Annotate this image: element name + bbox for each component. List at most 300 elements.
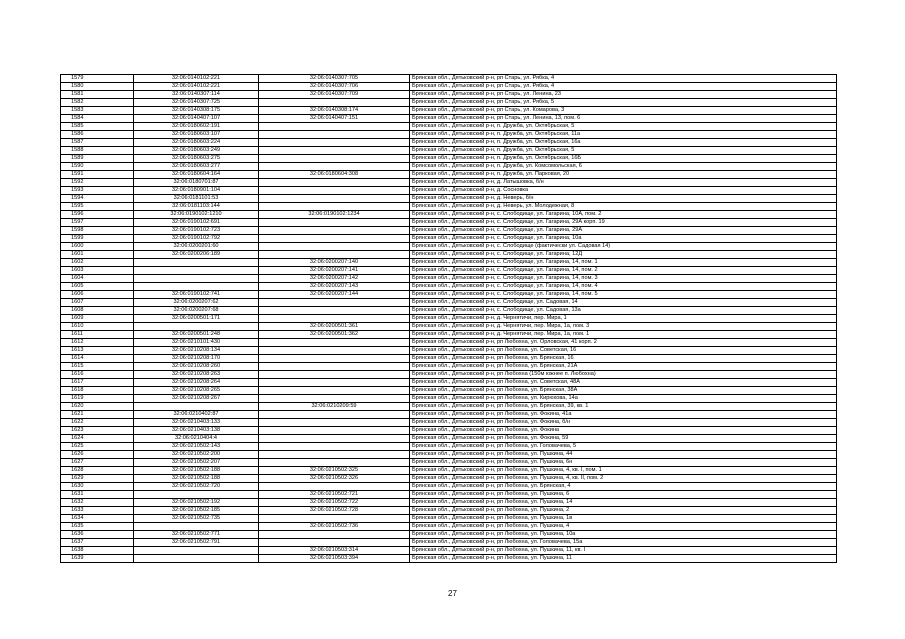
table-row <box>61 347 837 355</box>
table-row <box>61 107 837 115</box>
table-row <box>61 523 837 531</box>
object-number-cell: 32:06:0210502:736 <box>259 523 410 531</box>
parcel-number-cell <box>134 555 259 563</box>
address-cell: Брянская обл., Дятьковский р-н, рп Любохна, ул. Советская, 48А <box>410 379 837 387</box>
row-number-cell: 1615 <box>61 363 134 371</box>
address-cell: Брянская обл., Дятьковский р-н, рп Любохна, ул. Брянская, 21А <box>410 363 837 371</box>
parcel-number-cell: 32:06:0210502:200 <box>134 451 259 459</box>
row-number-cell: 1581 <box>61 91 134 99</box>
address-cell: Брянская обл., Дятьковский р-н, с. Слободище, ул. Гагарина, 12Д <box>410 251 837 259</box>
row-number-cell: 1588 <box>61 147 134 155</box>
parcel-number-cell: 32:06:0210502:188 <box>134 467 259 475</box>
parcel-number-cell: 32:06:0180603:277 <box>134 163 259 171</box>
address-cell: Брянская обл., Дятьковский р-н, с. Слободище, ул. Гагарина, 29А корп. 19 <box>410 219 837 227</box>
table-row <box>61 251 837 259</box>
table-row <box>61 123 837 131</box>
address-cell: Брянская обл., Дятьковский р-н, п. Дружба, ул. Октябрьская, 16а <box>410 139 837 147</box>
address-cell: Брянская обл., Дятьковский р-н, п. Дружба, ул. Октябрьская, 11а <box>410 131 837 139</box>
row-number-cell: 1599 <box>61 235 134 243</box>
address-cell: Брянская обл., Дятьковский р-н, рп Старь, ул. Рябка, 4 <box>410 83 837 91</box>
table-row <box>61 139 837 147</box>
row-number-cell: 1579 <box>61 75 134 83</box>
address-cell: Брянская обл., Дятьковский р-н, д. Неверь, б/н <box>410 195 837 203</box>
address-cell: Брянская обл., Дятьковский р-н, рп Любохна, ул. Пушкина, 44 <box>410 451 837 459</box>
object-number-cell <box>259 203 410 211</box>
object-number-cell: 32:06:0210502:721 <box>259 491 410 499</box>
row-number-cell: 1623 <box>61 427 134 435</box>
address-cell: Брянская обл., Дятьковский р-н, с. Слободище, ул. Гагарина, 29А <box>410 227 837 235</box>
parcel-number-cell: 32:06:0190102:691 <box>134 219 259 227</box>
registry-table <box>60 74 837 563</box>
parcel-number-cell: 32:06:0140307:114 <box>134 91 259 99</box>
row-number-cell: 1597 <box>61 219 134 227</box>
parcel-number-cell: 32:06:0180701:87 <box>134 179 259 187</box>
parcel-number-cell: 32:06:0140407:107 <box>134 115 259 123</box>
object-number-cell <box>259 371 410 379</box>
table-row <box>61 459 837 467</box>
parcel-number-cell: 32:06:0210502:192 <box>134 499 259 507</box>
table-row <box>61 427 837 435</box>
object-number-cell <box>259 99 410 107</box>
table-row <box>61 331 837 339</box>
row-number-cell: 1589 <box>61 155 134 163</box>
parcel-number-cell: 32:06:0140102:221 <box>134 83 259 91</box>
table-row <box>61 371 837 379</box>
object-number-cell <box>259 139 410 147</box>
row-number-cell: 1630 <box>61 483 134 491</box>
object-number-cell <box>259 451 410 459</box>
address-cell: Брянская обл., Дятьковский р-н, рп Любохна, ул. Брянская, 39, кв. 1 <box>410 403 837 411</box>
parcel-number-cell: 32:06:0210403:133 <box>134 419 259 427</box>
parcel-number-cell <box>134 323 259 331</box>
object-number-cell <box>259 195 410 203</box>
table-row <box>61 515 837 523</box>
parcel-number-cell: 32:06:0140307:725 <box>134 99 259 107</box>
parcel-number-cell: 32:06:0180603:275 <box>134 155 259 163</box>
object-number-cell: 32:06:0210502:722 <box>259 499 410 507</box>
row-number-cell: 1596 <box>61 211 134 219</box>
object-number-cell <box>259 299 410 307</box>
row-number-cell: 1611 <box>61 331 134 339</box>
row-number-cell: 1624 <box>61 435 134 443</box>
row-number-cell: 1580 <box>61 83 134 91</box>
object-number-cell: 32:06:0200207:143 <box>259 283 410 291</box>
parcel-number-cell: 32:06:0210403:138 <box>134 427 259 435</box>
object-number-cell <box>259 411 410 419</box>
parcel-number-cell <box>134 259 259 267</box>
parcel-number-cell: 32:06:0210502:143 <box>134 443 259 451</box>
table-row <box>61 219 837 227</box>
row-number-cell: 1631 <box>61 491 134 499</box>
object-number-cell <box>259 219 410 227</box>
table-row <box>61 203 837 211</box>
table-row <box>61 539 837 547</box>
parcel-number-cell: 32:06:0210101:430 <box>134 339 259 347</box>
row-number-cell: 1587 <box>61 139 134 147</box>
object-number-cell <box>259 163 410 171</box>
table-row <box>61 211 837 219</box>
address-cell: Брянская обл., Дятьковский р-н, с. Слободище, ул. Гагарина, 10а <box>410 235 837 243</box>
parcel-number-cell <box>134 491 259 499</box>
table-row <box>61 379 837 387</box>
address-cell: Брянская обл., Дятьковский р-н, рп Старь, ул. Ленина, 13, пом. 6 <box>410 115 837 123</box>
address-cell: Брянская обл., Дятьковский р-н, д. Чернятичи, пер. Мира, 1а, пом. 3 <box>410 323 837 331</box>
parcel-number-cell: 32:06:0210208:134 <box>134 347 259 355</box>
address-cell: Брянская обл., Дятьковский р-н, с. Слободище, ул. Гагарина, 10А, пом. 2 <box>410 211 837 219</box>
object-number-cell <box>259 179 410 187</box>
table-row <box>61 163 837 171</box>
object-number-cell <box>259 243 410 251</box>
row-number-cell: 1591 <box>61 171 134 179</box>
parcel-number-cell: 32:06:0181103:144 <box>134 203 259 211</box>
row-number-cell: 1629 <box>61 475 134 483</box>
row-number-cell: 1584 <box>61 115 134 123</box>
row-number-cell: 1602 <box>61 259 134 267</box>
object-number-cell: 32:06:0180604:308 <box>259 171 410 179</box>
address-cell: Брянская обл., Дятьковский р-н, рп Старь, ул. Рябка, 4 <box>410 75 837 83</box>
parcel-number-cell: 32:06:0210402:87 <box>134 411 259 419</box>
address-cell: Брянская обл., Дятьковский р-н, рп Любохна, ул. Пушкина, 14 <box>410 499 837 507</box>
address-cell: Брянская обл., Дятьковский р-н, рп Любохна, ул. Фокина, 59 <box>410 435 837 443</box>
address-cell: Брянская обл., Дятьковский р-н, рп Любохна, ул. Фокина <box>410 427 837 435</box>
registry-table-body <box>61 75 837 563</box>
address-cell: Брянская обл., Дятьковский р-н, рп Любохна, ул. Брянская, 4 <box>410 483 837 491</box>
parcel-number-cell <box>134 403 259 411</box>
parcel-number-cell: 32:06:0210502:188 <box>134 475 259 483</box>
address-cell: Брянская обл., Дятьковский р-н, рп Старь, ул. Комарова, 3 <box>410 107 837 115</box>
address-cell: Брянская обл., Дятьковский р-н, рп Любохна, ул. Пушкина, 4, кв. II, пом. 2 <box>410 475 837 483</box>
row-number-cell: 1637 <box>61 539 134 547</box>
object-number-cell <box>259 307 410 315</box>
address-cell: Брянская обл., Дятьковский р-н, п. Дружба, ул. Комсомольская, 6 <box>410 163 837 171</box>
table-row <box>61 363 837 371</box>
table-row <box>61 131 837 139</box>
object-number-cell <box>259 227 410 235</box>
table-row <box>61 227 837 235</box>
address-cell: Брянская обл., Дятьковский р-н, с. Слободище, ул. Гагарина, 14, пом. 1 <box>410 259 837 267</box>
table-row <box>61 323 837 331</box>
row-number-cell: 1618 <box>61 387 134 395</box>
parcel-number-cell: 32:06:0190102:723 <box>134 227 259 235</box>
row-number-cell: 1626 <box>61 451 134 459</box>
object-number-cell: 32:06:0210503:394 <box>259 555 410 563</box>
row-number-cell: 1604 <box>61 275 134 283</box>
object-number-cell <box>259 515 410 523</box>
row-number-cell: 1628 <box>61 467 134 475</box>
parcel-number-cell: 32:06:0200207:62 <box>134 299 259 307</box>
table-row <box>61 155 837 163</box>
row-number-cell: 1586 <box>61 131 134 139</box>
object-number-cell: 32:06:0140307:705 <box>259 75 410 83</box>
row-number-cell: 1594 <box>61 195 134 203</box>
address-cell: Брянская обл., Дятьковский р-н, рп Старь, ул. Рябка, 5 <box>410 99 837 107</box>
row-number-cell: 1592 <box>61 179 134 187</box>
table-row <box>61 299 837 307</box>
parcel-number-cell: 32:06:0210208:264 <box>134 379 259 387</box>
object-number-cell <box>259 435 410 443</box>
object-number-cell: 32:06:0190102:1234 <box>259 211 410 219</box>
object-number-cell: 32:06:0200207:144 <box>259 291 410 299</box>
object-number-cell <box>259 339 410 347</box>
address-cell: Брянская обл., Дятьковский р-н, рп Любохна, ул. Советская, 16 <box>410 347 837 355</box>
row-number-cell: 1582 <box>61 99 134 107</box>
row-number-cell: 1616 <box>61 371 134 379</box>
row-number-cell: 1601 <box>61 251 134 259</box>
parcel-number-cell: 32:06:0210208:267 <box>134 395 259 403</box>
parcel-number-cell: 32:06:0180603:224 <box>134 139 259 147</box>
table-row <box>61 315 837 323</box>
address-cell: Брянская обл., Дятьковский р-н, рп Любохна, ул. Брянская, 16 <box>410 355 837 363</box>
table-row <box>61 259 837 267</box>
table-row <box>61 75 837 83</box>
table-row <box>61 395 837 403</box>
object-number-cell: 32:06:0140307:706 <box>259 83 410 91</box>
parcel-number-cell: 32:06:0210208:265 <box>134 387 259 395</box>
row-number-cell: 1612 <box>61 339 134 347</box>
table-row <box>61 179 837 187</box>
row-number-cell: 1627 <box>61 459 134 467</box>
table-row <box>61 99 837 107</box>
address-cell: Брянская обл., Дятьковский р-н, рп Любохна, ул. Пушкина, 2 <box>410 507 837 515</box>
parcel-number-cell: 32:06:0210208:263 <box>134 371 259 379</box>
table-row <box>61 419 837 427</box>
parcel-number-cell: 32:06:0210502:185 <box>134 507 259 515</box>
row-number-cell: 1583 <box>61 107 134 115</box>
row-number-cell: 1632 <box>61 499 134 507</box>
row-number-cell: 1620 <box>61 403 134 411</box>
table-row <box>61 451 837 459</box>
address-cell: Брянская обл., Дятьковский р-н, рп Любохна, ул. Головачева, 5 <box>410 443 837 451</box>
address-cell: Брянская обл., Дятьковский р-н, рп Любохна, ул. Пушкина, 4 <box>410 523 837 531</box>
table-row <box>61 83 837 91</box>
table-row <box>61 235 837 243</box>
page-number: 27 <box>448 589 457 598</box>
address-cell: Брянская обл., Дятьковский р-н, д. Латышовка, б/н <box>410 179 837 187</box>
object-number-cell <box>259 235 410 243</box>
row-number-cell: 1600 <box>61 243 134 251</box>
row-number-cell: 1638 <box>61 547 134 555</box>
table-row <box>61 187 837 195</box>
object-number-cell <box>259 531 410 539</box>
address-cell: Брянская обл., Дятьковский р-н, д. Сосновка <box>410 187 837 195</box>
row-number-cell: 1613 <box>61 347 134 355</box>
address-cell: Брянская обл., Дятьковский р-н, рп Любохна, ул. Орловская, 41 корп. 2 <box>410 339 837 347</box>
row-number-cell: 1633 <box>61 507 134 515</box>
parcel-number-cell: 32:06:0180603:249 <box>134 147 259 155</box>
address-cell: Брянская обл., Дятьковский р-н, рп Любохна, ул. Фокина, 41а <box>410 411 837 419</box>
parcel-number-cell: 32:06:0180901:104 <box>134 187 259 195</box>
parcel-number-cell: 32:06:0210502:771 <box>134 531 259 539</box>
object-number-cell <box>259 539 410 547</box>
table-row <box>61 411 837 419</box>
row-number-cell: 1595 <box>61 203 134 211</box>
table-row <box>61 195 837 203</box>
object-number-cell <box>259 363 410 371</box>
row-number-cell: 1614 <box>61 355 134 363</box>
row-number-cell: 1617 <box>61 379 134 387</box>
object-number-cell <box>259 187 410 195</box>
row-number-cell: 1607 <box>61 299 134 307</box>
table-row <box>61 275 837 283</box>
row-number-cell: 1635 <box>61 523 134 531</box>
parcel-number-cell: 32:06:0180604:164 <box>134 171 259 179</box>
address-cell: Брянская обл., Дятьковский р-н, рп Старь, ул. Ленина, 23 <box>410 91 837 99</box>
table-row <box>61 91 837 99</box>
parcel-number-cell: 32:06:0140308:175 <box>134 107 259 115</box>
row-number-cell: 1621 <box>61 411 134 419</box>
address-cell: Брянская обл., Дятьковский р-н, с. Слободище, ул. Садовая, 13а <box>410 307 837 315</box>
object-number-cell <box>259 443 410 451</box>
table-row <box>61 467 837 475</box>
parcel-number-cell <box>134 523 259 531</box>
row-number-cell: 1603 <box>61 267 134 275</box>
parcel-number-cell: 32:06:0180603:107 <box>134 131 259 139</box>
table-row <box>61 171 837 179</box>
parcel-number-cell <box>134 267 259 275</box>
object-number-cell <box>259 459 410 467</box>
address-cell: Брянская обл., Дятьковский р-н, д. Чернятичи, пер. Мира, 1 <box>410 315 837 323</box>
address-cell: Брянская обл., Дятьковский р-н, рп Любохна, ул. Кирюхова, 14а <box>410 395 837 403</box>
parcel-number-cell: 32:06:0210502:720 <box>134 483 259 491</box>
parcel-number-cell: 32:06:0200501:248 <box>134 331 259 339</box>
row-number-cell: 1606 <box>61 291 134 299</box>
address-cell: Брянская обл., Дятьковский р-н, с. Слободище, ул. Гагарина, 14, пом. 5 <box>410 291 837 299</box>
table-row <box>61 547 837 555</box>
parcel-number-cell <box>134 283 259 291</box>
parcel-number-cell: 32:06:0210502:735 <box>134 515 259 523</box>
parcel-number-cell <box>134 547 259 555</box>
address-cell: Брянская обл., Дятьковский р-н, с. Слободище, ул. Гагарина, 14, пом. 3 <box>410 275 837 283</box>
object-number-cell: 32:06:0200207:140 <box>259 259 410 267</box>
row-number-cell: 1609 <box>61 315 134 323</box>
object-number-cell <box>259 131 410 139</box>
table-row <box>61 435 837 443</box>
object-number-cell <box>259 147 410 155</box>
object-number-cell <box>259 155 410 163</box>
address-cell: Брянская обл., Дятьковский р-н, рп Любохна, ул. Пушкина, 1в <box>410 515 837 523</box>
table-row <box>61 507 837 515</box>
parcel-number-cell: 32:06:0140102:221 <box>134 75 259 83</box>
row-number-cell: 1639 <box>61 555 134 563</box>
parcel-number-cell: 32:06:0190102:741 <box>134 291 259 299</box>
object-number-cell <box>259 419 410 427</box>
table-row <box>61 491 837 499</box>
table-row <box>61 387 837 395</box>
object-number-cell: 32:06:0200207:142 <box>259 275 410 283</box>
object-number-cell <box>259 355 410 363</box>
row-number-cell: 1605 <box>61 283 134 291</box>
object-number-cell <box>259 379 410 387</box>
object-number-cell: 32:06:0140407:151 <box>259 115 410 123</box>
object-number-cell: 32:06:0210209:59 <box>259 403 410 411</box>
row-number-cell: 1593 <box>61 187 134 195</box>
table-row <box>61 443 837 451</box>
object-number-cell <box>259 387 410 395</box>
object-number-cell: 32:06:0140308:174 <box>259 107 410 115</box>
table-row <box>61 291 837 299</box>
address-cell: Брянская обл., Дятьковский р-н, с. Слободище, ул. Гагарина, 14, пом. 2 <box>410 267 837 275</box>
table-row <box>61 355 837 363</box>
address-cell: Брянская обл., Дятьковский р-н, рп Любохна, ул. Фокина, б/н <box>410 419 837 427</box>
address-cell: Брянская обл., Дятьковский р-н, с. Слободище, ул. Гагарина, 14, пом. 4 <box>410 283 837 291</box>
table-row <box>61 531 837 539</box>
parcel-number-cell: 32:06:0200201:60 <box>134 243 259 251</box>
parcel-number-cell: 32:06:0181101:53 <box>134 195 259 203</box>
object-number-cell: 32:06:0210502:325 <box>259 467 410 475</box>
address-cell: Брянская обл., Дятьковский р-н, п. Дружба, ул. Октябрьская, 5 <box>410 147 837 155</box>
address-cell: Брянская обл., Дятьковский р-н, рп Любохна, ул. Пушкина, 4, кв. I, пом. 1 <box>410 467 837 475</box>
table-row <box>61 499 837 507</box>
object-number-cell: 32:06:0140307:709 <box>259 91 410 99</box>
object-number-cell: 32:06:0200207:141 <box>259 267 410 275</box>
address-cell: Брянская обл., Дятьковский р-н, рп Любохна, ул. Пушкина, 11 <box>410 555 837 563</box>
address-cell: Брянская обл., Дятьковский р-н, д. Неверь, ул. Молодежная, 8 <box>410 203 837 211</box>
address-cell: Брянская обл., Дятьковский р-н, рп Любохна, ул. Головачева, 15а <box>410 539 837 547</box>
row-number-cell: 1636 <box>61 531 134 539</box>
object-number-cell: 32:06:0200501:362 <box>259 331 410 339</box>
object-number-cell <box>259 251 410 259</box>
object-number-cell <box>259 427 410 435</box>
address-cell: Брянская обл., Дятьковский р-н, рп Любохна, ул. Брянская, 38А <box>410 387 837 395</box>
object-number-cell: 32:06:0210503:314 <box>259 547 410 555</box>
parcel-number-cell: 32:06:0210208:170 <box>134 355 259 363</box>
object-number-cell <box>259 483 410 491</box>
table-row <box>61 483 837 491</box>
row-number-cell: 1608 <box>61 307 134 315</box>
row-number-cell: 1598 <box>61 227 134 235</box>
parcel-number-cell: 32:06:0190102:1210 <box>134 211 259 219</box>
object-number-cell <box>259 315 410 323</box>
table-row <box>61 283 837 291</box>
parcel-number-cell: 32:06:0200206:189 <box>134 251 259 259</box>
row-number-cell: 1619 <box>61 395 134 403</box>
parcel-number-cell: 32:06:0180602:191 <box>134 123 259 131</box>
table-row <box>61 147 837 155</box>
object-number-cell: 32:06:0210502:326 <box>259 475 410 483</box>
row-number-cell: 1610 <box>61 323 134 331</box>
table-row <box>61 307 837 315</box>
row-number-cell: 1585 <box>61 123 134 131</box>
address-cell: Брянская обл., Дятьковский р-н, рп Любохна (150м южнее п. Любохна) <box>410 371 837 379</box>
row-number-cell: 1634 <box>61 515 134 523</box>
address-cell: Брянская обл., Дятьковский р-н, с. Слободище, ул. Садовая, 14 <box>410 299 837 307</box>
parcel-number-cell: 32:06:0200501:171 <box>134 315 259 323</box>
table-row <box>61 243 837 251</box>
parcel-number-cell: 32:06:0210502:791 <box>134 539 259 547</box>
address-cell: Брянская обл., Дятьковский р-н, рп Любохна, ул. Пушкина, 11, кв. I <box>410 547 837 555</box>
parcel-number-cell: 32:06:0210404:4 <box>134 435 259 443</box>
object-number-cell <box>259 123 410 131</box>
row-number-cell: 1625 <box>61 443 134 451</box>
address-cell: Брянская обл., Дятьковский р-н, п. Дружба, ул. Октябрьская, 16Б <box>410 155 837 163</box>
object-number-cell: 32:06:0200501:361 <box>259 323 410 331</box>
table-row <box>61 403 837 411</box>
address-cell: Брянская обл., Дятьковский р-н, с. Слободище (фактически ул. Садовая 14) <box>410 243 837 251</box>
parcel-number-cell: 32:06:0190102:792 <box>134 235 259 243</box>
object-number-cell <box>259 347 410 355</box>
address-cell: Брянская обл., Дятьковский р-н, рп Любохна, ул. Пушкина, 6н <box>410 459 837 467</box>
table-row <box>61 339 837 347</box>
address-cell: Брянская обл., Дятьковский р-н, рп Любохна, ул. Пушкина, 6 <box>410 491 837 499</box>
parcel-number-cell <box>134 275 259 283</box>
address-cell: Брянская обл., Дятьковский р-н, д. Чернятичи, пер. Мира, 1а, пом. 1 <box>410 331 837 339</box>
object-number-cell <box>259 395 410 403</box>
row-number-cell: 1622 <box>61 419 134 427</box>
address-cell: Брянская обл., Дятьковский р-н, п. Дружба, ул. Парковая, 20 <box>410 171 837 179</box>
address-cell: Брянская обл., Дятьковский р-н, п. Дружба, ул. Октябрьская, 5 <box>410 123 837 131</box>
parcel-number-cell: 32:06:0200207:68 <box>134 307 259 315</box>
parcel-number-cell: 32:06:0210208:260 <box>134 363 259 371</box>
